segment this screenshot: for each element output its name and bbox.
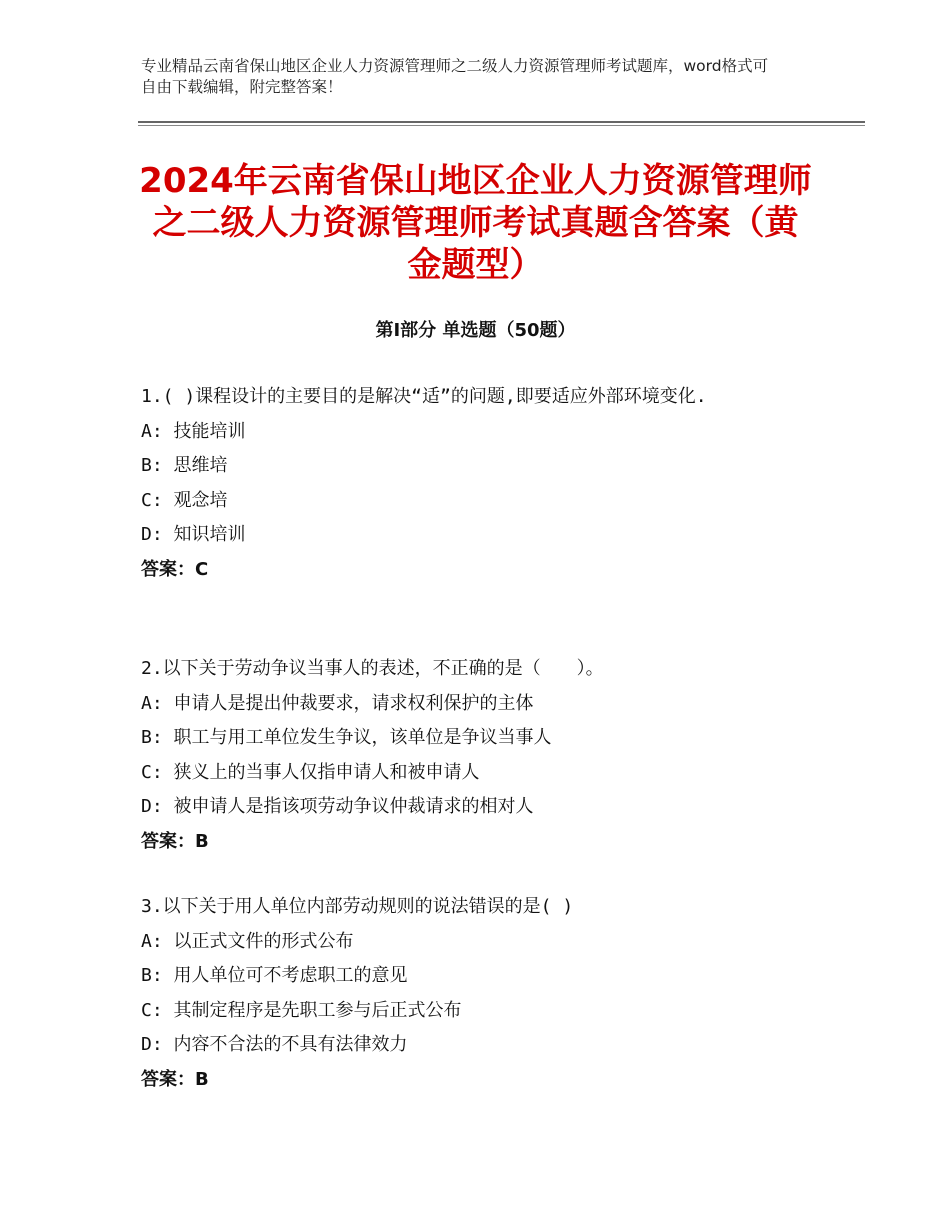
option-c: C: 其制定程序是先职工参与后正式公布 <box>141 999 462 1021</box>
header-divider-thick <box>138 121 865 123</box>
answer-label: 答案：B <box>141 830 209 852</box>
page-header-note: 专业精品云南省保山地区企业人力资源管理师之二级人力资源管理师考试题库，word格式可自由下载编辑，附完整答案！ <box>141 57 769 96</box>
question-2 <box>141 652 831 859</box>
option-d: D: 知识培训 <box>141 524 246 545</box>
question-stem: 1.( )课程设计的主要目的是解决“适”的问题,即要适应外部环境变化. <box>141 386 707 407</box>
option-d: D: 内容不合法的不具有法律效力 <box>141 1034 408 1055</box>
option-c: C: 狭义上的当事人仅指申请人和被申请人 <box>141 761 480 783</box>
option-d: D: 被申请人是指该项劳动争议仲裁请求的相对人 <box>141 796 534 817</box>
option-b: B: 思维培 <box>141 455 228 476</box>
question-stem: 2.以下关于劳动争议当事人的表述，不正确的是（ ）。 <box>141 658 604 679</box>
option-b: B: 职工与用工单位发生争议，该单位是争议当事人 <box>141 727 552 748</box>
option-a: A: 以正式文件的形式公布 <box>141 930 354 952</box>
option-b: B: 用人单位可不考虑职工的意见 <box>141 965 408 986</box>
answer-label: 答案：C <box>141 558 209 580</box>
document-title: 2024年云南省保山地区企业人力资源管理师之二级人力资源管理师考试真题含答案（黄金题型） <box>139 161 812 285</box>
question-stem: 3.以下关于用人单位内部劳动规则的说法错误的是( ) <box>141 896 574 917</box>
header-divider-thin <box>138 125 865 126</box>
option-c: C: 观念培 <box>141 489 228 511</box>
option-a: A: 技能培训 <box>141 420 246 442</box>
question-3 <box>141 890 831 1097</box>
answer-label: 答案：B <box>141 1068 209 1090</box>
section-heading: 第Ⅰ部分 单选题（50题） <box>375 320 576 341</box>
option-a: A: 申请人是提出仲裁要求，请求权利保护的主体 <box>141 692 534 714</box>
question-1 <box>141 380 831 587</box>
